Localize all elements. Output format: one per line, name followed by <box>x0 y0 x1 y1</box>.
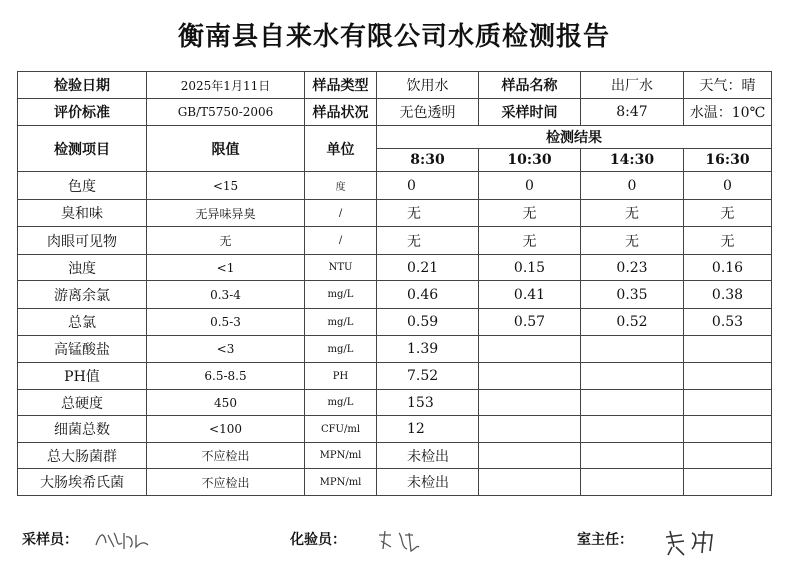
row-value <box>684 469 772 496</box>
row-unit: PH <box>305 363 377 390</box>
header-results: 检测结果 <box>377 126 772 149</box>
header-time: 14:30 <box>581 149 684 172</box>
info-label: 样品类型 <box>305 72 377 99</box>
row-value: 153 <box>377 390 479 416</box>
row-value <box>581 336 684 363</box>
row-unit: / <box>305 227 377 255</box>
table-row <box>18 443 772 469</box>
header-limit: 限值 <box>147 126 305 172</box>
row-item: 浊度 <box>18 255 147 281</box>
row-unit: NTU <box>305 255 377 281</box>
row-value: 0.23 <box>581 255 684 281</box>
info-label: 样品名称 <box>479 72 581 99</box>
info-value: GB/T5750-2006 <box>147 99 305 126</box>
info-value: 2025年1月11日 <box>147 72 305 99</box>
row-value: 未检出 <box>377 469 479 496</box>
row-value <box>581 363 684 390</box>
info-label: 采样时间 <box>479 99 581 126</box>
row-item: 总大肠菌群 <box>18 443 147 469</box>
row-value <box>479 363 581 390</box>
info-value: 8:47 <box>581 99 684 126</box>
header-time: 16:30 <box>684 149 772 172</box>
row-unit: / <box>305 200 377 227</box>
header-time: 8:30 <box>377 149 479 172</box>
row-value: 0.46 <box>377 281 479 309</box>
info-value: 出厂水 <box>581 72 684 99</box>
row-value: 0.35 <box>581 281 684 309</box>
row-value <box>479 390 581 416</box>
info-value: 无色透明 <box>377 99 479 126</box>
row-unit: mg/L <box>305 336 377 363</box>
table-row <box>18 469 772 496</box>
row-value: 0 <box>684 172 772 200</box>
header-item: 检测项目 <box>18 126 147 172</box>
director-label: 室主任： <box>577 532 633 548</box>
info-label: 检验日期 <box>18 72 147 99</box>
row-limit: 不应检出 <box>147 469 305 496</box>
row-value: 无 <box>684 200 772 227</box>
row-limit: <1 <box>147 255 305 281</box>
tester-label: 化验员： <box>290 532 346 548</box>
sampler-label: 采样员： <box>22 532 78 548</box>
header-row <box>18 126 772 149</box>
row-value <box>684 443 772 469</box>
row-unit: mg/L <box>305 390 377 416</box>
row-value: 0.15 <box>479 255 581 281</box>
table-row <box>18 390 772 416</box>
row-value: 0.57 <box>479 309 581 336</box>
row-limit: 无 <box>147 227 305 255</box>
row-value: 0.16 <box>684 255 772 281</box>
row-limit: 0.3-4 <box>147 281 305 309</box>
row-value: 0 <box>479 172 581 200</box>
row-limit: <100 <box>147 416 305 443</box>
table-row <box>18 281 772 309</box>
row-value: 无 <box>479 200 581 227</box>
row-limit: <3 <box>147 336 305 363</box>
row-value <box>479 443 581 469</box>
row-value: 无 <box>581 227 684 255</box>
row-limit: 无异味异臭 <box>147 200 305 227</box>
signature-row <box>0 525 788 555</box>
row-value: 7.52 <box>377 363 479 390</box>
row-item: 色度 <box>18 172 147 200</box>
table-row <box>18 172 772 200</box>
row-value <box>684 390 772 416</box>
table-row <box>18 227 772 255</box>
table-row <box>18 416 772 443</box>
row-item: 臭和味 <box>18 200 147 227</box>
row-value <box>684 336 772 363</box>
row-value: 0.53 <box>684 309 772 336</box>
row-value <box>581 416 684 443</box>
row-value: 无 <box>581 200 684 227</box>
report-table <box>17 71 772 496</box>
row-value <box>581 443 684 469</box>
row-item: 肉眼可见物 <box>18 227 147 255</box>
row-value <box>479 469 581 496</box>
row-limit: 6.5-8.5 <box>147 363 305 390</box>
row-value: 无 <box>684 227 772 255</box>
row-unit: mg/L <box>305 281 377 309</box>
row-value: 0.52 <box>581 309 684 336</box>
row-limit: 0.5-3 <box>147 309 305 336</box>
row-unit: MPN/ml <box>305 469 377 496</box>
table-row <box>18 363 772 390</box>
row-value: 1.39 <box>377 336 479 363</box>
row-value: 未检出 <box>377 443 479 469</box>
row-value: 0 <box>581 172 684 200</box>
row-limit: 不应检出 <box>147 443 305 469</box>
row-item: 游离余氯 <box>18 281 147 309</box>
row-value: 0.38 <box>684 281 772 309</box>
row-item: PH值 <box>18 363 147 390</box>
info-label: 样品状况 <box>305 99 377 126</box>
row-value <box>581 469 684 496</box>
row-value: 0.59 <box>377 309 479 336</box>
row-unit: 度 <box>305 172 377 200</box>
row-limit: 450 <box>147 390 305 416</box>
table-row <box>18 309 772 336</box>
info-label: 评价标准 <box>18 99 147 126</box>
row-value: 0 <box>377 172 479 200</box>
row-unit: mg/L <box>305 309 377 336</box>
row-item: 总硬度 <box>18 390 147 416</box>
row-value: 0.41 <box>479 281 581 309</box>
row-value <box>684 363 772 390</box>
row-value: 无 <box>377 200 479 227</box>
row-value <box>581 390 684 416</box>
table-row <box>18 255 772 281</box>
director-signature <box>662 525 722 559</box>
row-value: 0.21 <box>377 255 479 281</box>
row-unit: CFU/ml <box>305 416 377 443</box>
row-value <box>684 416 772 443</box>
tester-signature <box>375 525 425 555</box>
info-row2 <box>18 99 772 126</box>
row-item: 细菌总数 <box>18 416 147 443</box>
info-row1 <box>18 72 772 99</box>
row-item: 高锰酸盐 <box>18 336 147 363</box>
info-value: 水温：10℃ <box>684 99 772 126</box>
row-value <box>479 336 581 363</box>
report-title: 衡南县自来水有限公司水质检测报告 <box>177 22 610 52</box>
row-value: 12 <box>377 416 479 443</box>
header-time: 10:30 <box>479 149 581 172</box>
row-unit: MPN/ml <box>305 443 377 469</box>
row-item: 总氯 <box>18 309 147 336</box>
table-row <box>18 200 772 227</box>
sampler-signature <box>92 525 152 555</box>
row-value: 无 <box>377 227 479 255</box>
info-value: 天气：晴 <box>684 72 772 99</box>
row-limit: <15 <box>147 172 305 200</box>
header-unit: 单位 <box>305 126 377 172</box>
table-row <box>18 336 772 363</box>
info-value: 饮用水 <box>377 72 479 99</box>
row-item: 大肠埃希氏菌 <box>18 469 147 496</box>
row-value: 无 <box>479 227 581 255</box>
row-value <box>479 416 581 443</box>
